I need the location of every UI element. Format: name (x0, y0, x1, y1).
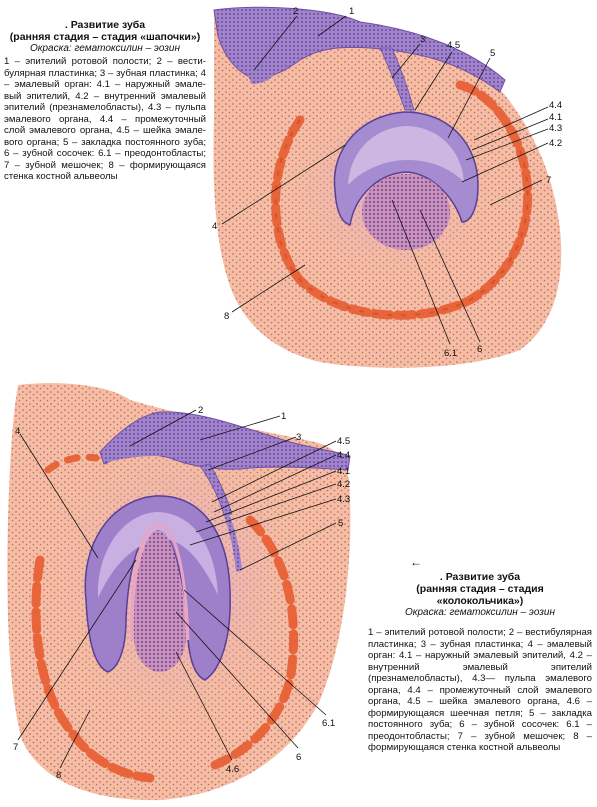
figure1-title-line1: . Развитие зуба (64, 19, 146, 31)
figure1-label-2: 2 (293, 6, 299, 17)
figure2-title-line2: (ранняя стадия – стадия (416, 583, 544, 595)
figure2-label-4-4: 4.4 (337, 450, 351, 461)
figure1-label-1: 1 (349, 6, 355, 17)
figure2-label-4-5: 4.5 (337, 436, 351, 447)
figure1-label-7: 7 (546, 175, 552, 186)
figure2-label-3: 3 (296, 432, 302, 443)
figure2-label-6-1: 6.1 (322, 718, 336, 729)
figure1-title-line2: (ранняя стадия – стадия «шапочки») (9, 31, 201, 43)
figure2-label-6: 6 (296, 752, 302, 763)
figure1-label-4-4: 4.4 (549, 100, 563, 111)
figure1-illustration (213, 7, 561, 368)
figure2-label-1: 1 (281, 411, 287, 422)
figure2-label-4-1: 4.1 (337, 466, 351, 477)
figure1-stain: Окраска: гематоксилин – эозин (30, 43, 180, 54)
figure2-label-4-6: 4.6 (226, 764, 240, 775)
figure1-label-4-5: 4.5 (447, 40, 461, 51)
figure1-label-4-3: 4.3 (549, 123, 563, 134)
figure1-label-6: 6 (477, 344, 483, 355)
figure2-label-4: 4 (15, 426, 21, 437)
figure1-label-4-1: 4.1 (549, 112, 563, 123)
figure2-title-line3: «колокольчика») (436, 595, 524, 607)
figure1-label-3: 3 (420, 34, 426, 45)
figure2-label-2: 2 (198, 405, 204, 416)
figure1-label-6-1: 6.1 (444, 348, 458, 359)
figure2-label-5: 5 (338, 518, 344, 529)
figure1-label-8: 8 (224, 311, 230, 322)
figure2-label-8: 8 (56, 770, 62, 781)
figure2-stain: Окраска: гематоксилин – эозин (405, 607, 555, 618)
figure2-legend: 1 – эпителий ротовой полости; 2 – вестибулярная пластинка; 3 – зубная пластинка; 4 – эмалевый орган: 4.1 – наружный эмалевый эпителий, 4.2 – внутренний эмалевый эпителий (презнамелобласты), 4.3— пульпа эмалевого органа, 4.4 – промежуточный слой эмалевого органа, 4.5 – шейка эмалевого органа, 4.6 – формирующаяся шеечная петля; 5 – закладка постоянного зуба; 6 – зубной сосочек: 6.1 – преодонтобласты; 7 – зубной мешочек; 8 – формирующаяся стенка костной альвеолы (368, 627, 592, 753)
figure1-legend: 1 – эпителий ротовой полости; 2 – вестибулярная пластинка; 3 – зубная пластинка; 4 – эмалевый орган: 4.1 – наружный эмалевый эпителий, 4.2 – внутренний эмалевый эпителий (презнамелобласты), 4.3 – пульпа эмалевого органа, 4.4 – промежуточный слой эмалевого органа, 4.5 – шейка эмалевого органа; 5 – закладка постоянного зуба; 6 – зубной сосочек: 6.1 – преодонтобласты; 7 – зубной мешочек; 8 – формирующаяся стенка костной альвеолы (4, 56, 206, 182)
figure1-label-4-2: 4.2 (549, 138, 563, 149)
figure2-label-4-3: 4.3 (337, 494, 351, 505)
figure2-label-4-2: 4.2 (337, 479, 351, 490)
figure1-label-4: 4 (212, 221, 218, 232)
figure1-label-5: 5 (490, 48, 496, 59)
figure2-arrow-mark: ← (410, 555, 422, 569)
figure2-label-7: 7 (13, 742, 19, 753)
figure1-dental-papilla (362, 174, 450, 250)
figure2-illustration (7, 383, 350, 800)
figure2-title-line1: . Развитие зуба (439, 571, 521, 583)
